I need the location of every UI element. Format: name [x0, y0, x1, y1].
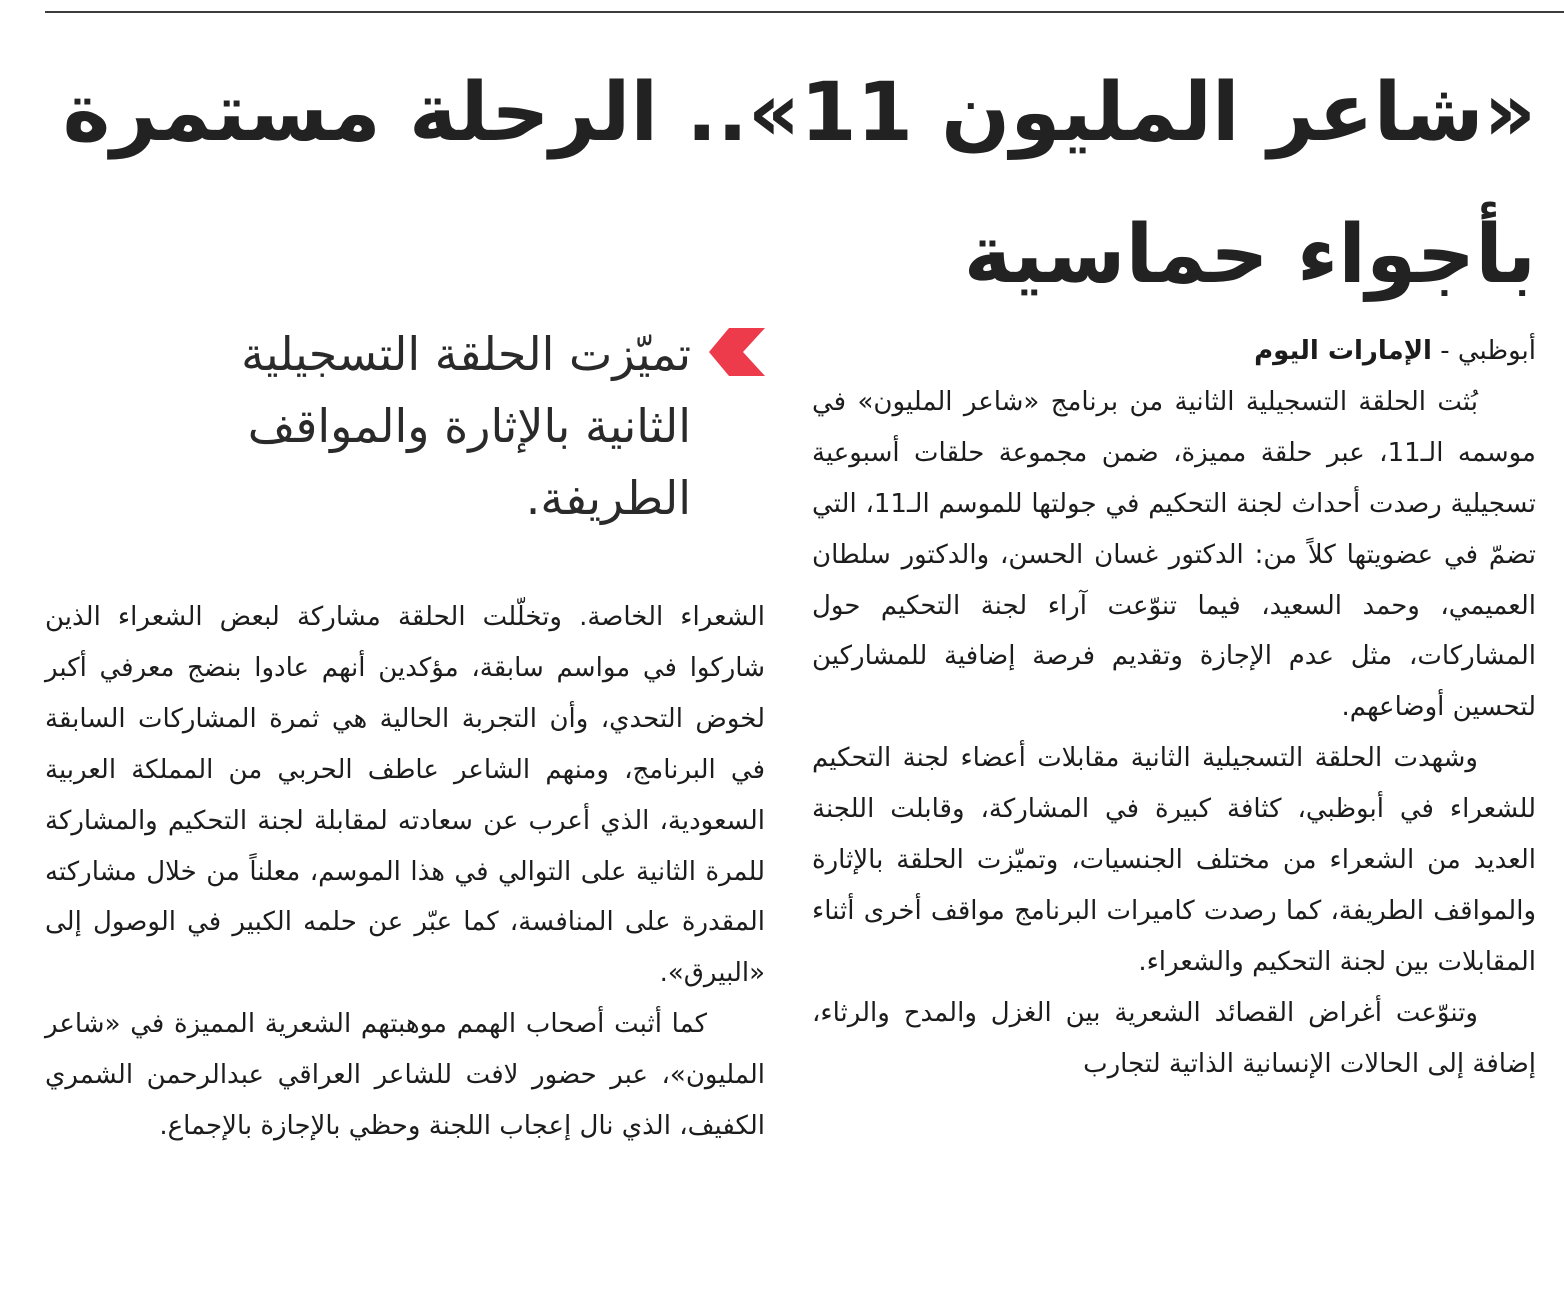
- byline-location: أبوظبي: [1457, 336, 1536, 366]
- paragraph: وتنوّعت أغراض القصائد الشعرية بين الغزل والمدح والرثاء، إضافة إلى الحالات الإنسانية الذاتية لتجارب: [812, 997, 1536, 1079]
- article-column-right: [812, 326, 1536, 1090]
- paragraph: وشهدت الحلقة التسجيلية الثانية مقابلات أعضاء لجنة التحكيم للشعراء في أبوظبي، كثافة كبيرة في المشاركة، وقابلت اللجنة العديد من الشعراء من مختلف الجنسيات، وتميّزت الحلقة بالإثارة والمواقف الطريفة، كما رصدت كاميرات البرنامج مواقف أخرى أثناء المقابلات بين لجنة التحكيم والشعراء.: [812, 743, 1536, 977]
- pullquote-text: تميّزت الحلقة التسجيلية الثانية بالإثارة والمواقف الطريفة.: [241, 327, 691, 525]
- headline: «شاعر المليون 11».. الرحلة مستمرة بأجواء حماسية: [62, 66, 1536, 302]
- chevron-left-icon: [709, 328, 765, 376]
- paragraph: كما أثبت أصحاب الهمم موهبتهم الشعرية المميزة في «شاعر المليون»، عبر حضور لافت للشاعر العراقي عبدالرحمن الشمري الكفيف، الذي نال إعجاب اللجنة وحظي بالإجازة بالإجماع.: [45, 1009, 765, 1142]
- byline: [812, 326, 1536, 377]
- top-rule: [45, 11, 1564, 13]
- paragraph: الشعراء الخاصة. وتخلّلت الحلقة مشاركة لبعض الشعراء الذين شاركوا في مواسم سابقة، مؤكدين أنهم عادوا بنضج معرفي أكبر لخوض التحدي، وأن التجربة الحالية هي ثمرة المشاركات السابقة في البرنامج، ومنهم الشاعر عاطف الحربي من المملكة العربية السعودية، الذي أعرب عن سعادته لمقابلة لجنة التحكيم والمشاركة للمرة الثانية على التوالي في هذا الموسم، معلناً من خلال مشاركته المقدرة على المنافسة، كما عبّر عن حلمه الكبير في الوصول إلى «البيرق».: [45, 602, 765, 989]
- byline-source: الإمارات اليوم: [1254, 336, 1432, 366]
- byline-separator: -: [1431, 336, 1458, 366]
- paragraph: بُثت الحلقة التسجيلية الثانية من برنامج «شاعر المليون» في موسمه الـ11، عبر حلقة مميزة، ضمن مجموعة حلقات أسبوعية تسجيلية رصدت أحداث لجنة التحكيم في جولتها للموسم الـ11، التي تضمّ في عضويتها كلاً من: الدكتور غسان الحسن، والدكتور سلطان العميمي، وحمد السعيد، فيما تنوّعت آراء لجنة التحكيم حول المشاركات، مثل عدم الإجازة وتقديم فرصة إضافية للمشاركين لتحسين أوضاعهم.: [812, 386, 1536, 723]
- pullquote: [125, 318, 765, 534]
- article-column-left: [45, 592, 765, 1152]
